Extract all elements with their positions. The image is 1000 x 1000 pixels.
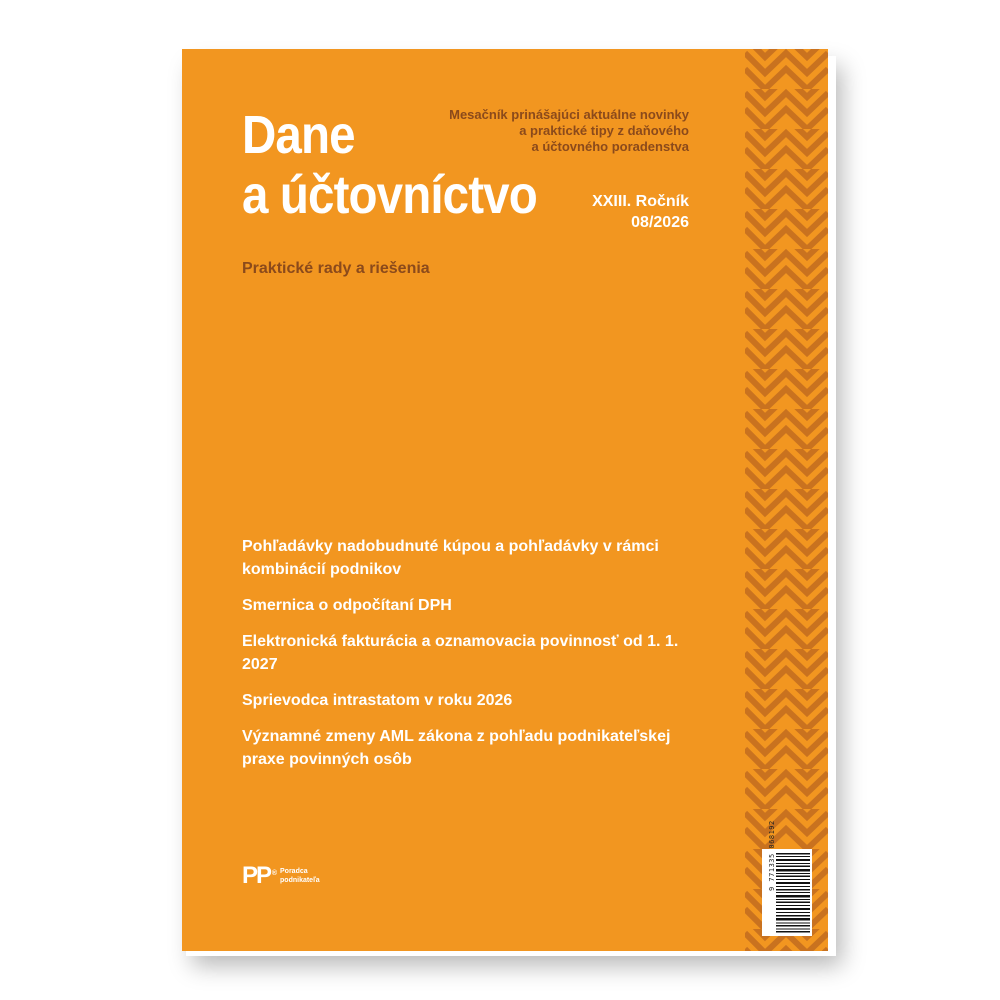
toc-item: Elektronická fakturácia a oznamovacia povinnosť od 1. 1. 2027 [242, 633, 679, 673]
toc-item: Sprievodca intrastatom v roku 2026 [242, 692, 513, 709]
decorative-stripe-pattern [745, 49, 828, 951]
toc-item: Významné zmeny AML zákona z pohľadu podnikateľskej praxe povinných osôb [242, 728, 671, 768]
tagline [429, 107, 689, 155]
publisher-logo [242, 861, 320, 891]
issue-label: 08/2026 [631, 214, 689, 231]
publisher-name-line-1: Poradca [280, 868, 308, 875]
pp-logo-text: PP [242, 862, 271, 889]
toc-item: Smernica o odpočítaní DPH [242, 597, 452, 614]
title-line-2: a účtovníctvo [242, 165, 537, 225]
magazine-cover [182, 49, 828, 951]
subtitle: Praktické rady a riešenia [242, 260, 430, 277]
barcode [762, 820, 812, 936]
tagline-line-1: Mesačník prinášajúci aktuálne novinky [449, 107, 689, 122]
tagline-line-2: a praktické tipy z daňového [519, 123, 689, 138]
publisher-name [280, 867, 320, 885]
registered-mark: ® [271, 870, 278, 877]
tagline-line-3: a účtovného poradenstva [531, 139, 689, 154]
barcode-number: 9 771335 068192 [768, 820, 776, 891]
toc-item: Pohľadávky nadobudnuté kúpou a pohľadávky v rámci kombinácií podnikov [242, 538, 659, 578]
title-line-1: Dane [242, 105, 355, 165]
publisher-name-line-2: podnikateľa [280, 877, 320, 884]
table-of-contents [242, 535, 712, 784]
pp-logo-mark [242, 862, 278, 889]
volume-info [592, 191, 689, 233]
volume-label: XXIII. Ročník [592, 193, 689, 210]
